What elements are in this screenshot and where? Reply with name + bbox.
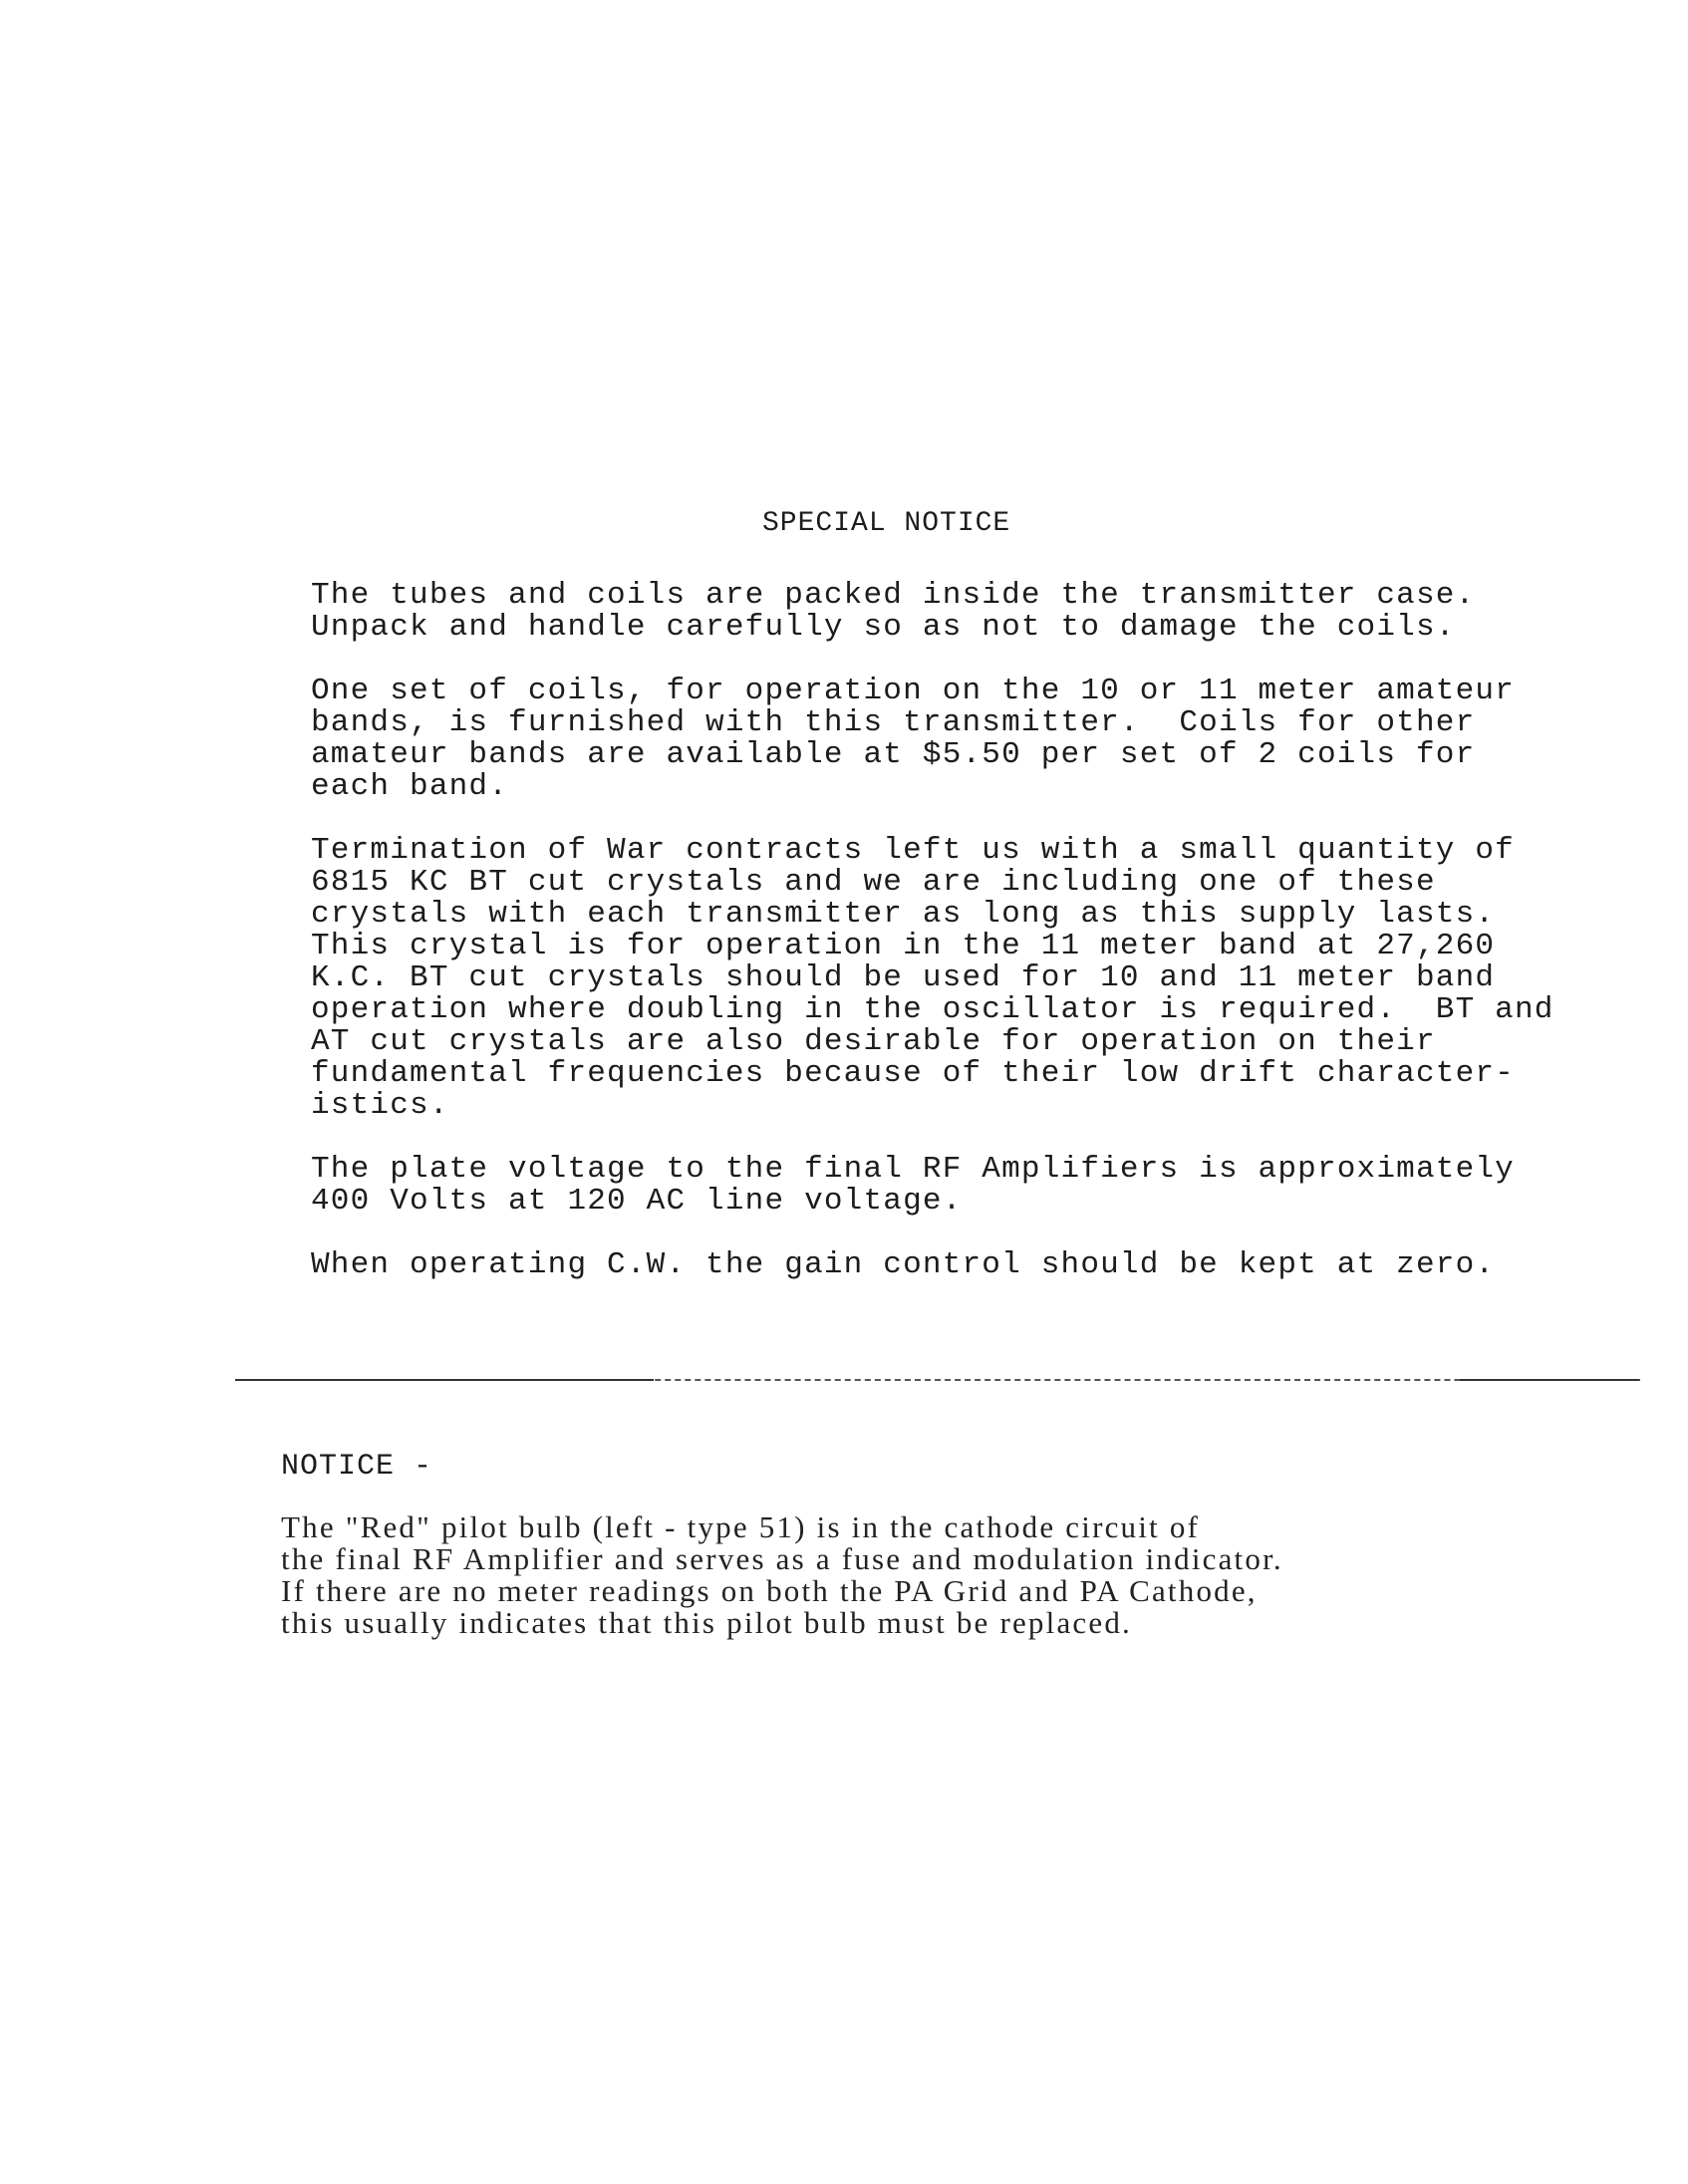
notice-title: NOTICE - — [281, 1450, 433, 1484]
special-notice-title: SPECIAL NOTICE — [762, 508, 1011, 539]
paragraph-crystals: Termination of War contracts left us with a small quantity of 6815 KC BT cut crystals and we are including one of these crystals with each transmitter as long as this supply lasts. This crystal is for operation in the 11 meter band at 27,260 K.C. BT cut crystals should be used for 10 and 11 meter band operation where doubling in the oscillator is required. BT and AT cut crystals are also desirable for operation on their fundamental frequencies because of their low drift character- istics. — [311, 833, 1554, 1123]
paragraph-plate-voltage: The plate voltage to the final RF Amplifiers is approximately 400 Volts at 120 AC line voltage. — [311, 1152, 1515, 1219]
notice-line: The "Red" pilot bulb (left - type 51) is in the cathode circuit of — [281, 1509, 1201, 1544]
notice-body — [281, 1511, 1676, 1639]
notice-line: this usually indicates that this pilot bulb must be replaced. — [281, 1605, 1132, 1640]
paragraph-coil-sets: One set of coils, for operation on the 10 or 11 meter amateur bands, is furnished with this transmitter. Coils for other amateur bands are available at $5.50 per set of 2 coils for each band. — [311, 674, 1515, 804]
paragraph-tubes-coils: The tubes and coils are packed inside the transmitter case. Unpack and handle carefully so as not to damage the coils. — [311, 578, 1476, 645]
section-divider-line-left — [235, 1379, 654, 1381]
section-divider-line-right — [1460, 1379, 1639, 1381]
paragraph-cw-operation: When operating C.W. the gain control should be kept at zero. — [311, 1247, 1496, 1282]
notice-line: If there are no meter readings on both the PA Grid and PA Cathode, — [281, 1573, 1258, 1608]
special-notice-body — [311, 580, 1606, 1313]
notice-line: the final RF Amplifier and serves as a fuse and modulation indicator. — [281, 1541, 1283, 1576]
